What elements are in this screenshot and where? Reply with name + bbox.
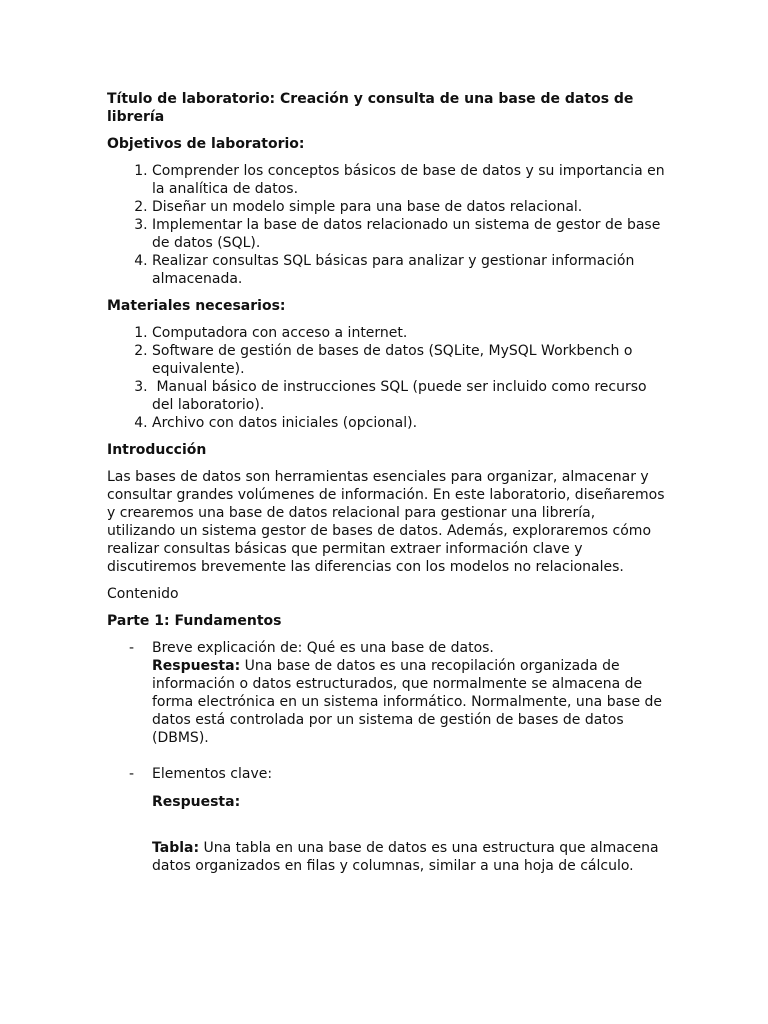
materials-list: [107, 324, 667, 432]
answer-label: Respuesta:: [152, 794, 241, 810]
contenido-label: Contenido: [107, 586, 179, 602]
spacer: [107, 783, 667, 793]
dash-bullet: -: [129, 640, 135, 656]
part1-item-text: Elementos clave:: [152, 766, 273, 782]
material-item: 1. Computadora con acceso a internet.: [152, 324, 667, 342]
part1-item: [107, 639, 667, 747]
answer-text: Una base de datos es una recopilación organizada de información o datos estructurados, que normalmente se almacena de forma electrónica en un sistema informático. Normalmente, una base de datos está controlada por un sistema de gestión de bases de datos (DBMS).: [152, 658, 663, 746]
objective-item: 1. Comprender los conceptos básicos de base de datos y su importancia en la analítica de datos.: [152, 162, 667, 198]
spacer: [107, 811, 667, 839]
part1-list-2: [107, 765, 667, 783]
objective-item: 3. Implementar la base de datos relacionado un sistema de gestor de base de datos (SQL).: [152, 216, 667, 252]
material-item: 4. Archivo con datos iniciales (opcional).: [152, 414, 667, 432]
objective-item: 4. Realizar consultas SQL básicas para analizar y gestionar información almacenada.: [152, 252, 667, 288]
materials-heading: Materiales necesarios:: [107, 298, 286, 314]
spacer: [107, 747, 667, 765]
tabla-paragraph: [107, 839, 667, 875]
document-page: [107, 90, 667, 875]
document-title: Título de laboratorio: Creación y consulta de una base de datos de librería: [107, 91, 634, 125]
objectives-heading: Objetivos de laboratorio:: [107, 136, 305, 152]
tabla-label: Tabla:: [152, 840, 200, 856]
tabla-text: Una tabla en una base de datos es una estructura que almacena datos organizados en filas y columnas, similar a una hoja de cálculo.: [152, 840, 659, 874]
introduction-heading: Introducción: [107, 442, 207, 458]
objective-item: 2. Diseñar un modelo simple para una base de datos relacional.: [152, 198, 667, 216]
introduction-paragraph: Las bases de datos son herramientas esenciales para organizar, almacenar y consultar grandes volúmenes de información. En este laboratorio, diseñaremos y crearemos una base de datos relacional para gestionar una librería, utilizando un sistema gestor de bases de datos. Además, exploraremos cómo realizar consultas básicas que permitan extraer información clave y discutiremos brevemente las diferencias con los modelos no relacionales.: [107, 469, 665, 575]
part1-heading: Parte 1: Fundamentos: [107, 613, 282, 629]
answer-label: Respuesta:: [152, 658, 241, 674]
answer-paragraph: [152, 657, 667, 747]
part1-item: [107, 765, 667, 783]
dash-bullet: -: [129, 766, 135, 782]
part1-item-text: Breve explicación de: Qué es una base de datos.: [152, 640, 494, 656]
part1-list: [107, 639, 667, 747]
material-item: 2. Software de gestión de bases de datos (SQLite, MySQL Workbench o equivalente).: [152, 342, 667, 378]
objectives-list: [107, 162, 667, 288]
material-item: 3. Manual básico de instrucciones SQL (puede ser incluido como recurso del laboratorio).: [152, 378, 667, 414]
